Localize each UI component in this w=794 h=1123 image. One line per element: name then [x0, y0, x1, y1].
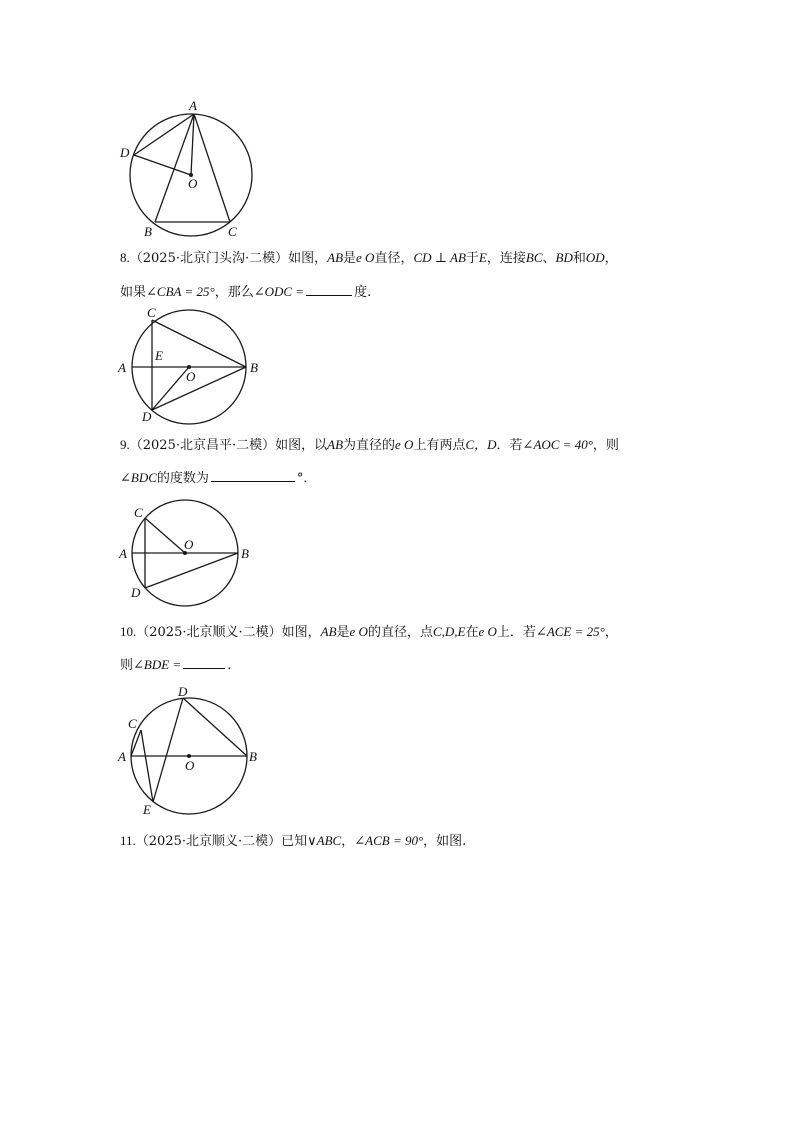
q8-math: BD — [555, 250, 573, 265]
q10-line-2 — [120, 656, 240, 674]
q10-math: C,D,E — [432, 624, 466, 639]
q9-line-1 — [120, 437, 619, 454]
q8-text: 是 — [343, 251, 357, 266]
segment-db — [183, 698, 247, 756]
q11-text: ， — [341, 834, 355, 849]
answer-blank[interactable] — [306, 283, 352, 296]
q8-text: 和 — [572, 251, 586, 266]
q9-text: °． — [296, 471, 317, 486]
answer-blank[interactable] — [183, 656, 225, 669]
label-a: A — [189, 98, 197, 113]
q8-math: BC — [525, 250, 543, 265]
q8-text: 直径， — [374, 251, 414, 266]
q10-number: 10. — [120, 624, 137, 639]
label-a: A — [118, 749, 126, 764]
q9-source: （2025·北京昌平·二模） — [129, 438, 276, 453]
segment-ao — [191, 114, 194, 175]
label-c: C — [228, 224, 237, 239]
q8-text: 度. — [354, 285, 372, 300]
segment-db — [145, 553, 238, 588]
q8-source: （2025·北京门头沟·二模） — [129, 251, 289, 266]
q8-math: ∠CBA = 25° — [146, 284, 215, 299]
q9-line-2 — [120, 469, 316, 487]
label-o: O — [186, 369, 196, 384]
q9-math: AB — [327, 437, 344, 452]
label-d: D — [178, 684, 188, 699]
q8-text: ，那么 — [214, 285, 254, 300]
q8-math: OD — [585, 250, 605, 265]
q10-math: ∠ACE = 25° — [535, 624, 605, 639]
q8-text: ，连接 — [486, 251, 526, 266]
q10-math: e O — [478, 624, 497, 639]
label-d: D — [120, 145, 130, 160]
segment-ed — [153, 698, 183, 802]
q11-text: 已知 — [281, 834, 308, 849]
label-a: A — [119, 546, 127, 561]
label-c: C — [147, 305, 156, 320]
q8-text: 如果 — [120, 285, 147, 300]
q10-text: 如图， — [281, 625, 321, 640]
q10-text: ． — [227, 658, 241, 673]
q11-source: （2025·北京顺义·二模） — [135, 834, 282, 849]
q9-text: 的度数为 — [156, 471, 209, 486]
label-c: C — [128, 716, 137, 731]
q8-math: AB — [327, 250, 344, 265]
label-b: B — [241, 546, 249, 561]
q8-text: 如图， — [288, 251, 328, 266]
label-o: O — [188, 176, 198, 191]
q10-math: ∠BDE = — [133, 657, 182, 672]
q10-text: 在 — [465, 625, 479, 640]
q9-math: C，D — [465, 437, 497, 452]
q8-text: ， — [604, 251, 618, 266]
label-a: A — [118, 360, 126, 375]
q10-line-1 — [120, 624, 618, 641]
label-d: D — [131, 585, 141, 600]
q8-math: ∠ODC = — [253, 284, 305, 299]
q10-math: e O — [349, 624, 368, 639]
q10-text: 则 — [120, 658, 134, 673]
label-b: B — [250, 360, 258, 375]
q8-math: e O — [356, 250, 375, 265]
q8-line-2 — [120, 283, 371, 301]
q9-text: 为直径的 — [343, 438, 396, 453]
q9-math: ∠BDC — [120, 470, 157, 485]
q10-text: 是 — [336, 625, 350, 640]
q8-text: 于 — [465, 251, 479, 266]
q10-source: （2025·北京顺义·二模） — [136, 625, 282, 640]
label-e: E — [155, 348, 163, 363]
answer-blank[interactable] — [211, 469, 295, 482]
q10-math: AB — [320, 624, 337, 639]
segment-ab — [155, 114, 194, 222]
q10-text: 的直径，点 — [367, 625, 433, 640]
q8-number: 8. — [120, 250, 130, 265]
segment-od — [152, 367, 189, 410]
q9-math: ∠AOC = 40° — [522, 437, 593, 452]
q8-math: E — [478, 250, 487, 265]
q11-math: ∨ABC — [307, 833, 342, 848]
segment-do — [134, 155, 191, 175]
q11-text: ，如图. — [423, 834, 467, 849]
segment-cb — [152, 320, 246, 367]
q11-number: 11. — [120, 833, 136, 848]
label-d: D — [142, 409, 152, 424]
label-e: E — [143, 802, 151, 817]
label-o: O — [185, 758, 195, 773]
figure-q9 — [110, 496, 270, 611]
figure-q7 — [110, 95, 270, 240]
q9-text: 如图，以 — [275, 438, 328, 453]
segment-co — [145, 518, 185, 553]
q9-text: 上有两点 — [413, 438, 466, 453]
q9-number: 9. — [120, 437, 130, 452]
q9-text: ，则 — [592, 438, 619, 453]
q11-line-1 — [120, 833, 466, 850]
q10-text: ， — [604, 625, 618, 640]
q10-text: 上．若 — [496, 625, 536, 640]
q9-text: ．若 — [496, 438, 523, 453]
label-b: B — [144, 224, 152, 239]
q8-text: 、 — [542, 251, 556, 266]
q9-math: e O — [395, 437, 414, 452]
figure-q10 — [110, 683, 275, 818]
label-o: O — [184, 537, 194, 552]
q8-math: CD ⊥ AB — [413, 250, 466, 265]
segment-ac — [194, 114, 230, 222]
label-c: C — [134, 505, 143, 520]
label-b: B — [249, 749, 257, 764]
q8-line-1 — [120, 250, 618, 267]
figure-q8 — [110, 303, 275, 428]
q11-math: ∠ACB = 90° — [354, 833, 424, 848]
